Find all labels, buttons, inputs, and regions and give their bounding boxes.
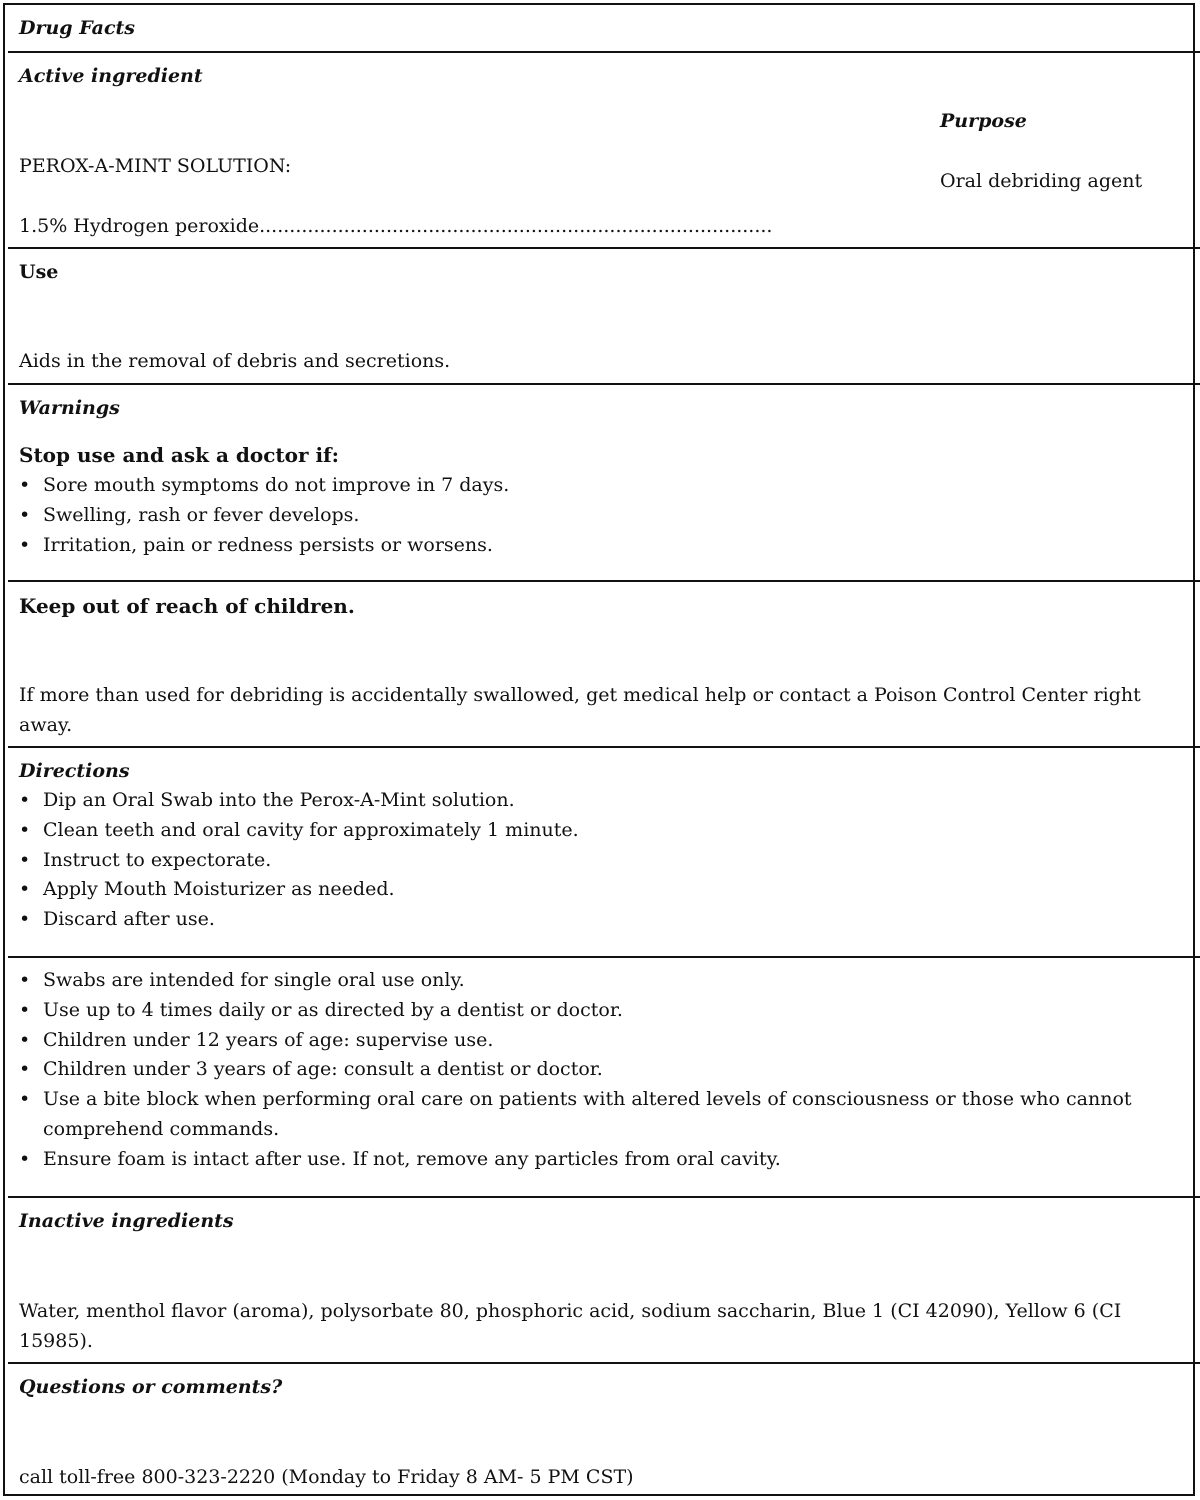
directions-section [8,746,1200,956]
directions-list [19,786,1189,935]
list-item: • Use a bite block when performing oral care on patients with altered levels of consciousness or those who cannot comprehend commands. [19,1085,1189,1145]
list-item: • Dip an Oral Swab into the Perox-A-Mint solution. [19,786,1189,816]
questions-text: call toll-free 800-323-2220 (Monday to Friday 8 AM- 5 PM CST) [19,1466,634,1488]
title-section [8,5,1200,51]
list-item: • Discard after use. [19,905,1189,935]
keep-out-text: If more than used for debriding is accidentally swallowed, get medical help or contact a Poison Control Center right away. [19,684,1141,736]
inactive-ingredients-text: Water, menthol flavor (aroma), polysorbate 80, phosphoric acid, sodium saccharin, Blue 1 (CI 42090), Yellow 6 (CI 15985). [19,1300,1122,1352]
use-text: Aids in the removal of debris and secretions. [19,350,451,372]
drug-facts-panel [3,3,1195,1496]
list-item: • Irritation, pain or redness persists or worsens. [19,531,1189,561]
use-section [8,247,1200,383]
drug-facts-title: Drug Facts [19,17,136,39]
list-item: • Instruct to expectorate. [19,846,1189,876]
keep-out-section [8,580,1200,746]
directions-heading: Directions [19,760,130,782]
warnings-heading: Warnings [19,397,120,419]
list-item: • Use up to 4 times daily or as directed by a dentist or doctor. [19,996,1189,1026]
inactive-ingredients-heading: Inactive ingredients [19,1210,234,1232]
purpose-heading: Purpose [940,110,1027,132]
list-item: • Clean teeth and oral cavity for approximately 1 minute. [19,816,1189,846]
list-item: • Children under 12 years of age: supervise use. [19,1026,1189,1056]
list-item: • Swabs are intended for single oral use only. [19,966,1189,996]
inactive-ingredients-section [8,1196,1200,1362]
stop-use-heading: Stop use and ask a doctor if: [19,443,340,467]
keep-out-heading: Keep out of reach of children. [19,594,355,618]
list-item: • Ensure foam is intact after use. If not, remove any particles from oral cavity. [19,1145,1189,1175]
warnings-list [19,471,1189,560]
use-heading: Use [19,261,59,283]
list-item: • Children under 3 years of age: consult a dentist or doctor. [19,1055,1189,1085]
active-ingredient-section [8,51,1200,247]
notes-list [19,966,1189,1175]
list-item: • Apply Mouth Moisturizer as needed. [19,875,1189,905]
purpose-text: Oral debriding agent [940,170,1143,192]
list-item: • Swelling, rash or fever develops. [19,501,1189,531]
questions-heading: Questions or comments? [19,1376,283,1398]
questions-section [8,1362,1200,1494]
warnings-section [8,383,1200,580]
active-ingredient-line: 1.5% Hydrogen peroxide..................................................................................... [19,215,773,237]
product-name: PEROX-A-MINT SOLUTION: [19,155,292,177]
notes-section [8,956,1200,1196]
active-ingredient-heading: Active ingredient [19,65,203,87]
list-item: • Sore mouth symptoms do not improve in 7 days. [19,471,1189,501]
